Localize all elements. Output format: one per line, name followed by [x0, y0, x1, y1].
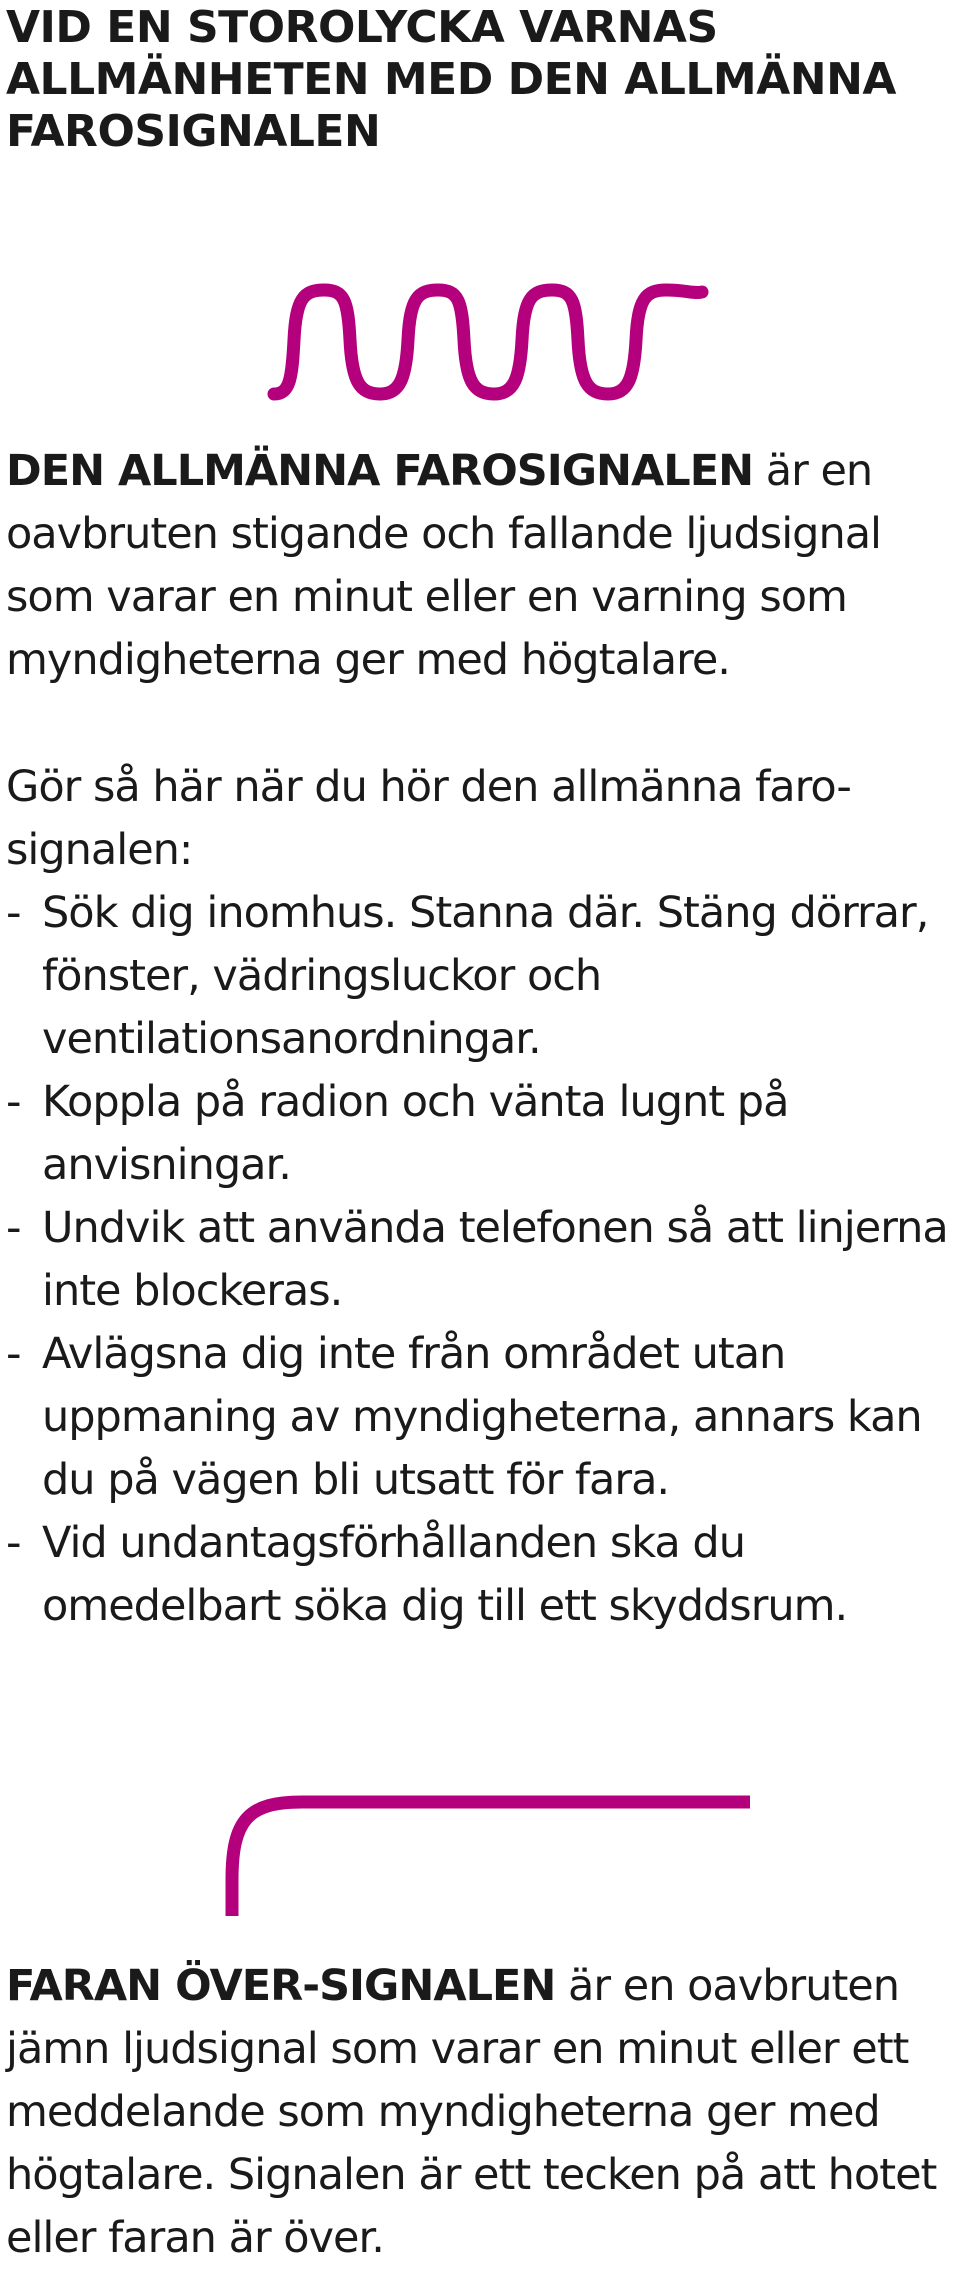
wave-signal-icon	[266, 280, 710, 404]
list-item	[6, 1197, 956, 1323]
list-item-text: Sök dig inomhus. Stanna där. Stäng dörrar, fönster, vädringsluckor och ventilationsanordningar.	[42, 888, 929, 1064]
list-item-text: Vid undantagsförhållanden ska du omedelbart söka dig till ett skyddsrum.	[42, 1518, 848, 1631]
danger-signal-description	[6, 440, 956, 692]
list-dash: -	[6, 1518, 21, 1568]
list-item	[6, 1512, 956, 1638]
list-item	[6, 882, 956, 1071]
instructions-intro: Gör så här när du hör den allmänna faro-signalen:	[6, 762, 851, 875]
list-item-text: Avlägsna dig inte från området utan uppmaning av myndigheterna, annars kan du på vägen bli utsatt för fara.	[42, 1329, 922, 1505]
list-item	[6, 1323, 956, 1512]
list-dash: -	[6, 1203, 21, 1253]
page-title-line-1: VID EN STOROLYCKA VARNAS	[6, 2, 718, 53]
steady-signal-icon	[222, 1790, 754, 1922]
list-item	[6, 1071, 956, 1197]
danger-signal-text: är en oavbruten stigande och fallande ljudsignal som varar en minut eller en varning som myndigheterna ger med högtalare.	[6, 446, 882, 685]
page-title	[6, 2, 946, 158]
list-item-text: Undvik att använda telefonen så att linjerna inte blockeras.	[42, 1203, 948, 1316]
list-dash: -	[6, 1329, 21, 1379]
list-item-text: Koppla på radion och vänta lugnt på anvisningar.	[42, 1077, 789, 1190]
list-dash: -	[6, 888, 21, 938]
instructions-list	[6, 882, 956, 1638]
all-clear-signal-description	[6, 1955, 956, 2270]
list-dash: -	[6, 1077, 21, 1127]
all-clear-signal-text: är en oavbruten jämn ljudsignal som varar en minut eller ett meddelande som myndigheterna ger med högtalare. Signalen är ett tecken på att hotet eller faran är över.	[6, 1961, 937, 2263]
page-title-line-2: ALLMÄNHETEN MED DEN ALLMÄNNA	[6, 54, 896, 105]
danger-signal-title: DEN ALLMÄNNA FAROSIGNALEN	[6, 446, 754, 496]
page-title-line-3: FAROSIGNALEN	[6, 106, 381, 157]
all-clear-signal-title: FARAN ÖVER-SIGNALEN	[6, 1961, 556, 2011]
